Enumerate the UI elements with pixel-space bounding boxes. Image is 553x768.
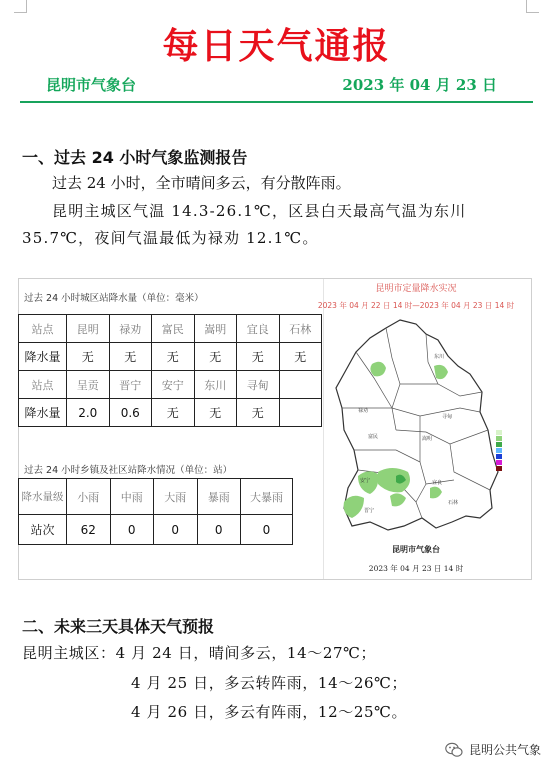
- table-cell: 无: [109, 343, 152, 371]
- table-cell: 2.0: [67, 399, 110, 427]
- table-cell: 无: [237, 343, 280, 371]
- table-cell: 无: [194, 343, 237, 371]
- table-cell: 0: [154, 515, 198, 545]
- rain-table-row-stations-1: [19, 315, 322, 343]
- table-cell: 无: [67, 343, 110, 371]
- page-corner-mark-left: [14, 0, 27, 13]
- table-cell: 晋宁: [109, 371, 152, 399]
- section1-heading: 一、过去 24 小时气象监测报告: [22, 148, 248, 167]
- table-cell: 降水量: [19, 399, 67, 427]
- rain-table-row-values-2: [19, 399, 322, 427]
- town-table-row-counts: [19, 515, 293, 545]
- forecast-line-2: 4 月 25 日，多云转阵雨，14～26℃；: [131, 674, 408, 692]
- table-cell: 0.6: [109, 399, 152, 427]
- table-cell: 0: [110, 515, 154, 545]
- table-cell: 呈贡: [67, 371, 110, 399]
- table-cell: 站点: [19, 371, 67, 399]
- table-cell: [279, 399, 322, 427]
- rain-table: [18, 314, 322, 427]
- precipitation-map: [330, 312, 510, 540]
- region-label: 安宁: [360, 478, 371, 484]
- issue-date: 2023 年 04 月 23 日: [342, 76, 497, 94]
- report-title: 每日天气通报: [162, 25, 391, 67]
- table-cell: 安宁: [152, 371, 195, 399]
- rain-table-caption: 过去 24 小时城区站降水量（单位：毫米）: [24, 293, 204, 304]
- region-label: 寻甸: [442, 414, 453, 420]
- table-cell: 62: [67, 515, 111, 545]
- table-cell: 中雨: [110, 479, 154, 515]
- table-cell: 无: [194, 399, 237, 427]
- region-label: 嵩明: [422, 436, 433, 442]
- section1-summary: 过去 24 小时，全市晴间多云，有分散阵雨。: [52, 174, 351, 192]
- page-corner-mark-right: [526, 0, 539, 13]
- region-label: 禄劝: [358, 408, 369, 414]
- table-cell: 石林: [279, 315, 322, 343]
- town-table-row-levels: [19, 479, 293, 515]
- table-cell: 禄劝: [109, 315, 152, 343]
- issuer-name: 昆明市气象台: [46, 76, 137, 94]
- region-label: 东川: [434, 354, 445, 360]
- table-cell: 无: [237, 399, 280, 427]
- map-subtitle: 2023 年 04 月 22 日 14 时—2023 年 04 月 23 日 14 时: [317, 301, 515, 310]
- table-cell: 东川: [194, 371, 237, 399]
- map-title: 昆明市定量降水实况: [375, 284, 457, 294]
- watermark-text: 昆明公共气象: [468, 743, 541, 757]
- section2-heading: 二、未来三天具体天气预报: [22, 617, 215, 636]
- map-org: 昆明市气象台: [392, 545, 440, 554]
- town-table: [18, 478, 293, 545]
- map-legend: [496, 430, 502, 471]
- table-cell: 无: [152, 343, 195, 371]
- table-cell: 无: [279, 343, 322, 371]
- table-cell: 小雨: [67, 479, 111, 515]
- region-label: 富民: [368, 434, 379, 440]
- map-time: 2023 年 04 月 23 日 14 时: [368, 564, 464, 573]
- panel-divider: [323, 279, 324, 579]
- forecast-line-1: 昆明主城区：4 月 24 日，晴间多云，14～27℃；: [22, 644, 377, 662]
- section1-temperature: 昆明主城区气温 14.3-26.1℃，区县白天最高气温为东川 35.7℃，夜间气温最低为禄劝 12.1℃。: [22, 202, 467, 247]
- table-cell: [279, 371, 322, 399]
- table-cell: 降水量: [19, 343, 67, 371]
- table-cell: 大暴雨: [241, 479, 293, 515]
- table-cell: 寻甸: [237, 371, 280, 399]
- table-cell: 0: [241, 515, 293, 545]
- table-cell: 降水量级: [19, 479, 67, 515]
- table-cell: 站次: [19, 515, 67, 545]
- table-cell: 站点: [19, 315, 67, 343]
- region-label: 晋宁: [364, 508, 375, 514]
- rain-table-row-values-1: [19, 343, 322, 371]
- table-cell: 昆明: [67, 315, 110, 343]
- table-cell: 嵩明: [194, 315, 237, 343]
- table-cell: 暴雨: [197, 479, 241, 515]
- wechat-icon: [445, 742, 463, 758]
- table-cell: 宜良: [237, 315, 280, 343]
- town-table-caption: 过去 24 小时乡镇及社区站降水情况（单位：站）: [24, 465, 233, 476]
- region-label: 宜良: [432, 480, 443, 486]
- table-cell: 富民: [152, 315, 195, 343]
- rain-table-row-stations-2: [19, 371, 322, 399]
- header-rule: [20, 101, 533, 103]
- watermark: [445, 741, 541, 758]
- forecast-line-3: 4 月 26 日，多云有阵雨，12～25℃。: [131, 703, 408, 721]
- table-cell: 0: [197, 515, 241, 545]
- table-cell: 大雨: [154, 479, 198, 515]
- table-cell: 无: [152, 399, 195, 427]
- region-label: 石林: [448, 500, 459, 506]
